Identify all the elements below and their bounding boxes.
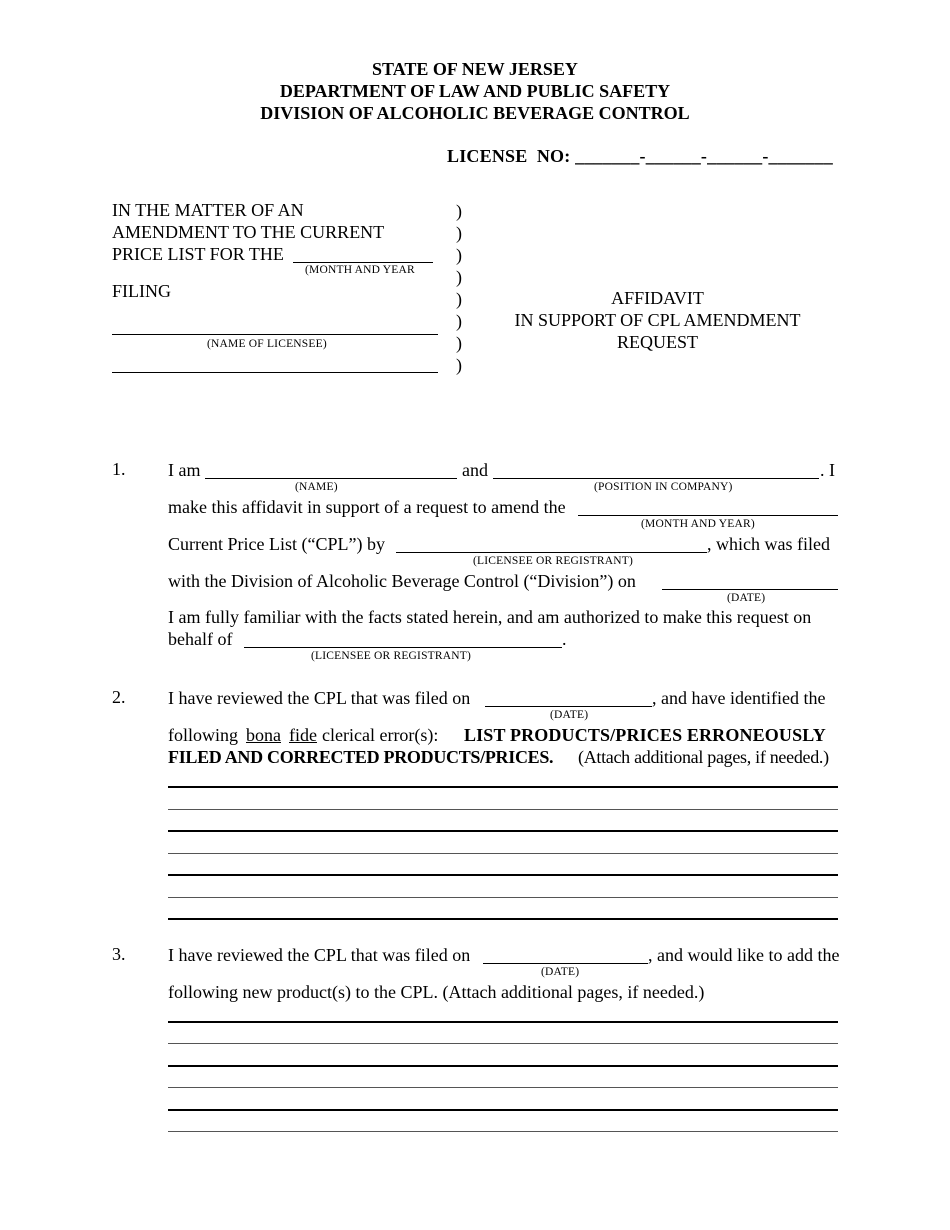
month-year-blank[interactable] — [293, 262, 433, 263]
caption-paren: ) — [456, 355, 462, 375]
s2-date-blank[interactable] — [485, 706, 652, 707]
s1-with-division: with the Division of Alcoholic Beverage Control (“Division”) on — [168, 571, 636, 591]
title-support: IN SUPPORT OF CPL AMENDMENT — [514, 310, 801, 330]
s3-entry-line[interactable] — [168, 1021, 838, 1023]
caption-licensee-hint: (NAME OF LICENSEE) — [207, 338, 327, 350]
s2-fide: fide — [289, 725, 317, 745]
caption-paren: ) — [456, 201, 462, 221]
header-division: DIVISION OF ALCOHOLIC BEVERAGE CONTROL — [260, 103, 690, 123]
s2-following: following — [168, 725, 238, 745]
s2-reviewed: I have reviewed the CPL that was filed on — [168, 688, 471, 708]
caption-filing: FILING — [112, 281, 171, 301]
license-number[interactable]: LICENSE NO: _______-______-______-_______ — [447, 146, 833, 166]
s3-reviewed: I have reviewed the CPL that was filed on — [168, 945, 471, 965]
s1-date-hint: (DATE) — [727, 592, 766, 604]
s2-date-hint: (DATE) — [550, 709, 589, 721]
s3-entry-line[interactable] — [168, 1087, 838, 1088]
s1-behalf-blank[interactable] — [244, 647, 562, 648]
s1-line2: make this affidavit in support of a request to amend the — [168, 497, 566, 517]
s1-period: . — [562, 629, 567, 649]
s3-would-like: , and would like to add the — [648, 945, 840, 965]
s2-entry-line[interactable] — [168, 918, 838, 920]
s1-name-blank[interactable] — [205, 478, 457, 479]
section1-number: 1. — [112, 459, 126, 479]
s2-bold-line2: FILED AND CORRECTED PRODUCTS/PRICES. — [168, 747, 554, 767]
caption-paren: ) — [456, 223, 462, 243]
header-department: DEPARTMENT OF LAW AND PUBLIC SAFETY — [279, 81, 671, 101]
s2-identified: , and have identified the — [652, 688, 826, 708]
licensee-name-blank[interactable] — [112, 334, 438, 335]
s1-date-blank[interactable] — [662, 589, 838, 590]
s1-position-blank[interactable] — [493, 478, 819, 479]
s3-entry-line[interactable] — [168, 1131, 838, 1132]
licensee-name-blank-2[interactable] — [112, 372, 438, 373]
s1-month-year-blank[interactable] — [578, 515, 838, 516]
s2-entry-line[interactable] — [168, 897, 838, 898]
caption-paren: ) — [456, 267, 462, 287]
s1-i-am: I am — [168, 460, 201, 480]
caption-line1: IN THE MATTER OF AN — [112, 200, 304, 220]
caption-month-year-hint: (MONTH AND YEAR — [305, 264, 415, 276]
s1-licensee-hint: (LICENSEE OR REGISTRANT) — [473, 555, 634, 567]
s2-attach: (Attach additional pages, if needed.) — [578, 747, 829, 767]
caption-paren: ) — [456, 311, 462, 331]
s2-clerical: clerical error(s): — [322, 725, 439, 745]
section2-number: 2. — [112, 687, 126, 707]
caption-paren: ) — [456, 333, 462, 353]
caption-line3: PRICE LIST FOR THE — [112, 244, 284, 264]
s2-entry-line[interactable] — [168, 853, 838, 854]
s3-date-hint: (DATE) — [541, 966, 580, 978]
title-affidavit: AFFIDAVIT — [611, 288, 704, 308]
s2-entry-line[interactable] — [168, 830, 838, 832]
s2-bona: bona — [246, 725, 281, 745]
s1-month-year-hint: (MONTH AND YEAR) — [641, 518, 755, 530]
s1-cpl-by: Current Price List (“CPL”) by — [168, 534, 385, 554]
s1-licensee-hint-2: (LICENSEE OR REGISTRANT) — [311, 650, 472, 662]
s1-and: and — [462, 460, 488, 480]
s2-bold-line1: LIST PRODUCTS/PRICES ERRONEOUSLY — [464, 725, 826, 745]
s1-name-hint: (NAME) — [295, 481, 338, 493]
header-state: STATE OF NEW JERSEY — [372, 59, 578, 79]
s1-position-hint: (POSITION IN COMPANY) — [594, 481, 733, 493]
s3-following: following new product(s) to the CPL. (Attach additional pages, if needed.) — [168, 982, 705, 1002]
s2-entry-line[interactable] — [168, 809, 838, 810]
title-request: REQUEST — [617, 332, 698, 352]
s1-licensee-blank[interactable] — [396, 552, 707, 553]
caption-paren: ) — [456, 289, 462, 309]
caption-line2: AMENDMENT TO THE CURRENT — [112, 222, 385, 242]
s3-entry-line[interactable] — [168, 1109, 838, 1111]
s3-entry-line[interactable] — [168, 1043, 838, 1044]
s2-entry-line[interactable] — [168, 874, 838, 876]
s2-entry-line[interactable] — [168, 786, 838, 788]
s1-behalf-of: behalf of — [168, 629, 233, 649]
s1-familiar: I am fully familiar with the facts stated herein, and am authorized to make this request on — [168, 607, 812, 627]
caption-paren: ) — [456, 245, 462, 265]
s3-entry-line[interactable] — [168, 1065, 838, 1067]
s1-which-filed: , which was filed — [707, 534, 830, 554]
section3-number: 3. — [112, 944, 126, 964]
s3-date-blank[interactable] — [483, 963, 648, 964]
s1-end-i: . I — [820, 460, 835, 480]
